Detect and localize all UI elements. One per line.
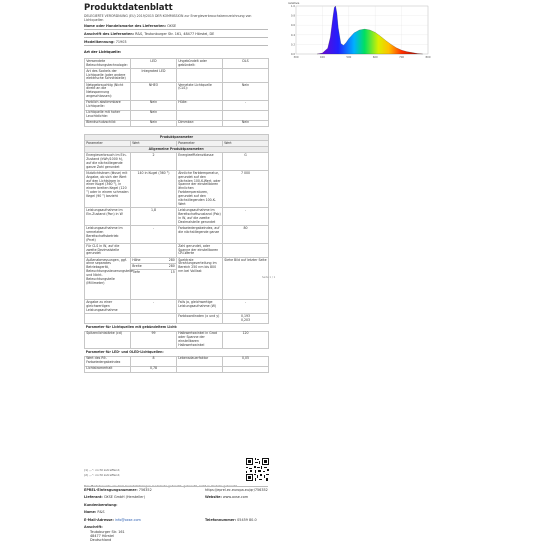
supplier-name-row <box>84 23 268 30</box>
table-row <box>85 314 269 324</box>
footnote-2: (2) „-“: nicht zutreffend; <box>84 473 121 477</box>
y-tick-label: 0.6 <box>290 24 295 28</box>
table-cell <box>131 244 177 258</box>
footer-divider <box>84 486 268 487</box>
table-cell: DLS <box>223 59 269 69</box>
table-row <box>85 82 269 100</box>
table-cell: Nein <box>131 120 177 126</box>
table-cell: Verwendete Beleuchtungstechnologie: <box>85 59 131 69</box>
page-title: Produktdatenblatt <box>84 3 173 13</box>
table-cell <box>223 366 269 372</box>
table-cell: Ungebündelt oder gebündelt: <box>177 59 223 69</box>
address-line-3: Deutschland <box>90 538 112 542</box>
light-source-heading: Art der Lichtquelle: <box>84 50 122 54</box>
table-cell: Halbwertswinkel in Grad oder Spanne der einstellbaren Halbwertswinkel <box>177 331 223 349</box>
width-label: Breite <box>132 263 142 268</box>
table-cell: Nein <box>223 120 269 126</box>
supplier-address-label: Anschrift des Lieferanten: <box>84 32 134 36</box>
address-block <box>90 530 125 542</box>
table-cell: Nein <box>131 100 177 110</box>
contact-name-value: R&S <box>97 510 105 514</box>
table-row <box>85 226 269 244</box>
table-cell <box>223 110 269 120</box>
model-row <box>84 39 268 46</box>
height-value: 280 <box>168 257 175 262</box>
address-label: Anschrift: <box>84 525 103 529</box>
spectral-value: Siehe Bild auf letzter Seite <box>223 257 269 299</box>
y-tick-label: 0.0 <box>290 53 295 56</box>
table-cell: Nein <box>223 82 269 100</box>
table-cell <box>223 244 269 258</box>
customer-service-heading: Kundenberatung: <box>84 503 118 507</box>
regulation-subtitle: DELEGIERTE VERORDNUNG (EU) 2019/2015 DER KOMMISSION zur Energieverbrauchskennzeichnung von Lichtquellen <box>84 14 252 23</box>
table-cell: Farblich abstimmbare Lichtquelle: <box>85 100 131 110</box>
table-cell: Spitzenlichtstärke (cd) <box>85 331 131 349</box>
spectral-label: Spektrale Strahlungsverteilung im Bereich 250 nm bis 800 nm bei Volllast <box>177 257 223 299</box>
table-cell: Blendschutzschild: <box>85 120 131 126</box>
email-link[interactable]: info@oxse.com <box>114 518 141 522</box>
table-cell: NHEO <box>131 82 177 100</box>
color-coordinate-y: 0,203 <box>240 317 251 322</box>
width-value: 280 <box>168 263 175 268</box>
phone-value: 05459 80-0 <box>237 518 257 522</box>
y-axis-label: relative <box>288 1 300 5</box>
table-cell <box>177 110 223 120</box>
x-tick-label: 300 <box>293 56 299 59</box>
table-row <box>85 59 269 69</box>
table-row <box>85 153 269 171</box>
light-source-table <box>84 58 269 127</box>
table-cell: 120 <box>223 331 269 349</box>
table-cell: LED <box>131 59 177 69</box>
table-cell: Nein <box>131 110 177 120</box>
eprel-label: EPREL-Eintragungsnummer: <box>84 488 138 492</box>
supplier-label: Lieferant: <box>84 495 103 499</box>
table-cell: G <box>223 153 269 171</box>
table-cell: 140 in Kugel (360 °) <box>131 171 177 208</box>
led-params-heading: Parameter für LED- und OLED-Lichtquellen: <box>85 350 164 355</box>
table-cell: 2 <box>131 153 177 171</box>
y-tick-label: 1.0 <box>290 5 295 8</box>
col-header-parameter-2: Parameter <box>177 141 223 147</box>
supplier-name-label: Name oder Handelsmarke des Lieferanten: <box>84 24 167 28</box>
table-cell: Leistungsaufnahme im vernetzten Bereitschaftsbetrieb (Pnet) <box>85 226 131 244</box>
table-cell: Ähnliche Farbtemperatur, gerundet auf den nächsten 100-K-Wert, oder Spanne der einstellbaren ähnlichen Farbtemperaturen, gerundet auf den nächstliegenden 100-K-Wert <box>178 170 221 206</box>
table-row <box>85 257 269 263</box>
table-cell <box>85 314 131 324</box>
table-cell: Energieeffizienzklasse <box>177 153 223 171</box>
customer-service-label <box>84 503 117 508</box>
color-coordinates-value <box>223 314 269 324</box>
dimensions-label: Außenabmessungen, ggf. ohne separates Betriebsgerät, Beleuchtungssteuerungsteile und Nicht-Beleuchtungsteile (Millimeter) <box>85 257 131 299</box>
closing-note: Das Modell wurde vor dem Inverkehrbringen in Verkehr gebracht. gebracht, nicht in Verkehr gebracht. <box>84 484 238 488</box>
table-row <box>85 171 269 208</box>
supplier-name-value: OXSE <box>167 24 177 28</box>
col-header-parameter-1: Parameter <box>85 141 131 147</box>
table-cell: Integrated LED <box>131 69 177 83</box>
table-cell: Leistungsaufnahme im Bereitschaftszustand (Psb) in W, auf die zweite Dezimalstelle gerundet <box>178 208 221 224</box>
email-row <box>84 518 141 523</box>
x-tick-label: 800 <box>425 56 431 59</box>
depth-label: Tiefe <box>132 269 140 274</box>
table-cell <box>131 270 177 300</box>
table-cell: Farbwiedergabeindex, auf die nächstliegende ganze <box>177 226 223 244</box>
table-cell: Art des Sockels der Lichtquelle (oder andere elektrische Schnittstelle) <box>85 69 131 83</box>
table-cell <box>177 69 223 83</box>
x-tick-label: 600 <box>372 56 378 59</box>
table-cell: 7 000 <box>223 171 269 208</box>
table-cell: Nutzlichtstrom (Φuse) mit Angabe, ob sich der Wert auf den Lichtstrom in einer Kugel (360 °), in einem breiten Kegel (120 °) oder in einem schmalen Kegel (90 °) bezieht <box>85 171 131 208</box>
x-tick-label: 500 <box>346 56 352 59</box>
table-cell <box>131 314 177 324</box>
table-row <box>85 208 269 226</box>
equivalent-power-value: - <box>131 300 177 314</box>
table-row <box>85 244 269 258</box>
x-tick-label: 700 <box>399 56 405 59</box>
table-cell: Hülle: <box>177 100 223 110</box>
table-row <box>85 356 269 366</box>
supplier-address-row <box>84 31 268 38</box>
supplier-row <box>84 495 145 500</box>
equivalent-watt-label: Falls ja, gleichwertige Leistungsaufnahme (W) <box>177 300 223 314</box>
x-tick-label: 400 <box>319 56 325 59</box>
table-cell: 0,05 <box>223 356 269 366</box>
qr-code-icon[interactable] <box>245 457 270 482</box>
table-row <box>85 300 269 314</box>
email-label: E-Mail-Adresse: <box>84 518 114 522</box>
table-row <box>85 331 269 349</box>
y-tick-label: 0.4 <box>290 33 295 37</box>
height-label: Höhe <box>132 257 141 262</box>
eprel-url-link[interactable]: https://eprel.ec.europa.eu/qr/756352 <box>205 488 268 492</box>
phone-label: Telefonnummer: <box>205 518 237 522</box>
table-row <box>85 100 269 110</box>
table-row <box>85 69 269 83</box>
eprel-value: 756352 <box>138 488 152 492</box>
supplier-address-value: R&S, Teutonburger Str. 161, 48477 Hörstel, DE <box>135 32 215 36</box>
table-cell: 0,78 <box>131 366 177 372</box>
table-cell: 99 <box>131 331 177 349</box>
table-row <box>85 120 269 126</box>
col-header-value-2: Wert <box>223 141 269 147</box>
address-line-2: 48477 Hörstel <box>90 534 115 538</box>
general-params-heading: Allgemeine Produktparameter: <box>85 147 269 153</box>
table-cell: 80 <box>223 226 269 244</box>
table-cell: Leistungsaufnahme im Ein-Zustand (Pon) in W <box>85 208 131 226</box>
table-cell <box>177 366 223 372</box>
address-line-1: Teutoburger Str. 161 <box>90 530 125 534</box>
y-tick-label: 0.8 <box>290 14 295 18</box>
eprel-row <box>84 488 152 493</box>
table-cell: Wert des R9-Farbwiedergabeindex <box>85 356 131 366</box>
table-cell: 8 <box>131 356 177 366</box>
supplier-value: OXSE GmbH (Hersteller) <box>103 495 145 499</box>
table-cell: - <box>131 226 177 244</box>
table-cell <box>223 69 269 83</box>
website-label: Website: <box>205 495 222 499</box>
model-label: Modellkennung: <box>84 40 115 44</box>
page-number: Seite 1 / 1 <box>262 276 276 279</box>
color-coordinates-label: Farbkoordinaten (x und y) <box>177 314 223 324</box>
table-cell: Vernetzte Lichtquelle (CLS): <box>177 82 223 100</box>
equivalent-power-label: Angabe zu einer gleichwertigen Leistungsaufnahme <box>85 300 131 314</box>
directional-params-heading: Parameter für Lichtquellen mit gebündeltem Licht: <box>85 325 178 330</box>
spectrum-area <box>317 6 423 54</box>
contact-name-row <box>84 510 105 515</box>
spectral-distribution-chart <box>286 0 434 62</box>
table-cell: Netzgebrauchtig (Nicht direkt an die Netzspannung angeschlossen): <box>85 82 131 100</box>
equivalent-watt-value: - <box>223 300 269 314</box>
table-cell: Zahl gerundet, oder Spanne der einstellbaren CRI-Werte <box>177 244 223 258</box>
table-cell: Für CLS in W, auf die zweite Dezimalstelle gerundet <box>85 244 131 258</box>
table-cell: Lichtstromerhalt <box>85 366 131 372</box>
phone-row <box>205 518 257 523</box>
product-parameter-title: Produktparameter <box>85 135 269 141</box>
y-tick-label: 0.2 <box>290 43 295 47</box>
table-row <box>85 110 269 120</box>
table-cell: 1,8 <box>131 208 177 226</box>
col-header-value-1: Wert <box>131 141 177 147</box>
table-cell: Dimmbar: <box>177 120 223 126</box>
table-cell: Lichtquelle mit hoher Leuchtdichte: <box>85 110 131 120</box>
table-cell: - <box>223 100 269 110</box>
model-value: 71903 <box>115 40 127 44</box>
depth-value: 15 <box>170 269 175 274</box>
product-parameter-table <box>84 134 269 373</box>
color-coordinate-x: 0,193 <box>240 313 251 318</box>
contact-name-label: Name: <box>84 510 97 514</box>
footnote-1: (1) „-“: nicht zutreffend; <box>84 468 121 472</box>
website-link[interactable]: www.oxse.com <box>222 495 249 499</box>
table-cell: - <box>223 208 269 226</box>
website-row <box>205 495 248 500</box>
table-cell: Lebensdauerfaktor <box>177 356 223 366</box>
table-row <box>85 366 269 372</box>
table-cell: Energieverbrauch im Ein-Zustand (kWh/1000 h), auf die nächstliegende ganze Zahl gerundet <box>85 153 131 171</box>
